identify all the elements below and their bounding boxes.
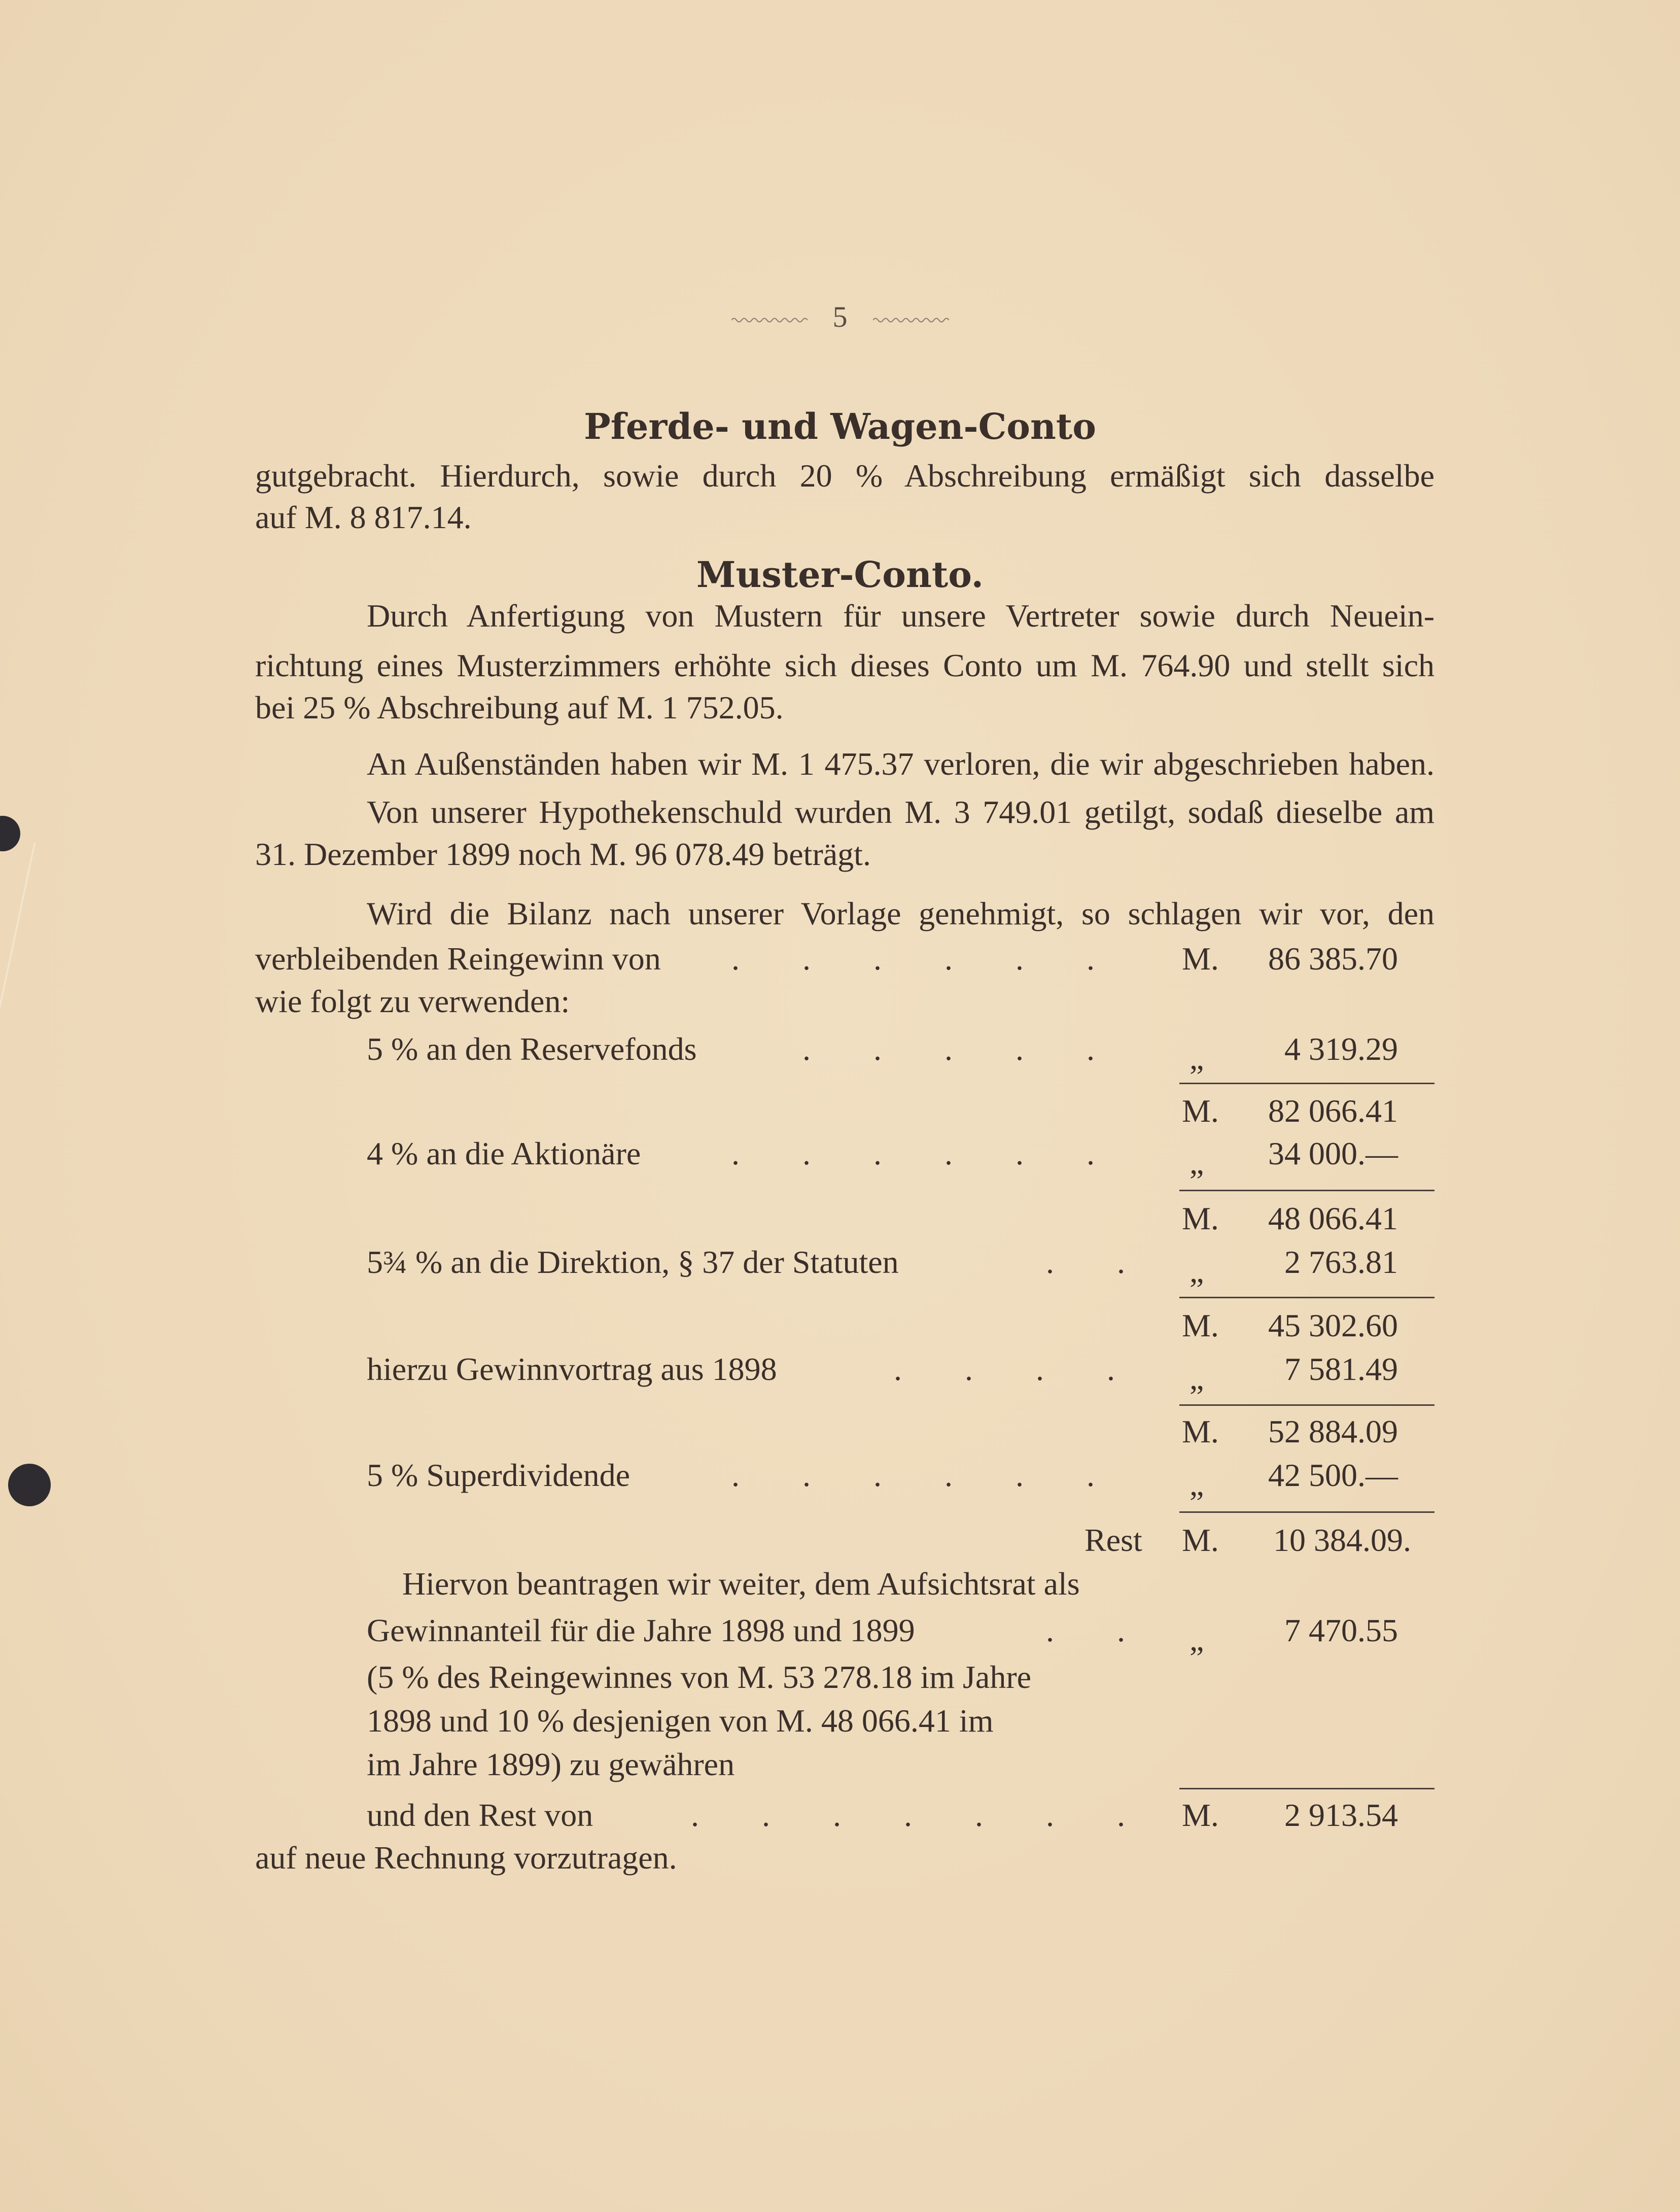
leader-dots: . . xyxy=(1046,1612,1125,1648)
sum-rule xyxy=(1179,1190,1434,1191)
currency-mark: M. xyxy=(1182,941,1219,977)
leader-dots: . . . . . . xyxy=(731,1457,1095,1493)
final-amount: 2 913.54 xyxy=(1284,1797,1398,1833)
row-label: 5 % Superdividende xyxy=(367,1457,630,1493)
aufsicht-amount: 7 470.55 xyxy=(1284,1612,1398,1648)
page-number xyxy=(0,302,1680,332)
ditto-mark: „ xyxy=(1189,1145,1204,1181)
row-subtotal: 52 884.09 xyxy=(1268,1413,1398,1449)
row-amount: 7 581.49 xyxy=(1284,1351,1398,1387)
leader-dots: . . xyxy=(1046,1244,1125,1280)
row-amount: 2 763.81 xyxy=(1284,1244,1398,1280)
page-number-text: 5 xyxy=(832,300,848,333)
leader-dots: . . . . xyxy=(894,1351,1115,1387)
leader-dots: . . . . . . xyxy=(731,941,1095,977)
currency-mark: M. xyxy=(1182,1522,1219,1558)
currency-mark: M. xyxy=(1182,1093,1219,1129)
distribution-follow-label: wie folgt zu verwenden: xyxy=(255,983,570,1019)
row-subtotal: 82 066.41 xyxy=(1268,1093,1398,1129)
currency-mark: M. xyxy=(1182,1200,1219,1236)
sum-rule xyxy=(1179,1297,1434,1298)
aufsicht-line: 1898 und 10 % desjenigen von M. 48 066.41 im xyxy=(367,1703,994,1739)
distribution-intro-label: verbleibenden Reingewinn von xyxy=(255,941,661,977)
amount-reingewinn: 86 385.70 xyxy=(1268,941,1398,977)
body-line: gutgebracht. Hierdurch, sowie durch 20 % Abschreibung ermäßigt sich dasselbe xyxy=(255,458,1434,494)
row-amount: 34 000.— xyxy=(1268,1135,1398,1171)
paragraph-hypothek-cont: 31. Dezember 1899 noch M. 96 078.49 beträgt. xyxy=(255,836,871,872)
aufsicht-line: (5 % des Reingewinnes von M. 53 278.18 im Jahre xyxy=(367,1659,1032,1695)
row-label: 4 % an die Aktionäre xyxy=(367,1135,641,1171)
wave-ornament-right-icon xyxy=(873,317,949,324)
sum-rule xyxy=(1179,1511,1434,1513)
section-heading-pferde: Pferde- und Wagen-Conto xyxy=(584,405,1096,447)
closing-line: auf neue Rechnung vorzutragen. xyxy=(255,1840,677,1876)
rest-amount: 10 384.09. xyxy=(1273,1522,1411,1558)
binder-hole-bottom xyxy=(8,1464,51,1506)
row-subtotal: 48 066.41 xyxy=(1268,1200,1398,1236)
body-line: Durch Anfertigung von Mustern für unsere Vertreter sowie durch Neuein- xyxy=(367,598,1434,634)
wave-ornament-left-icon xyxy=(731,317,808,324)
sum-rule xyxy=(1179,1083,1434,1084)
leader-dots: . . . . . . . xyxy=(691,1797,1125,1833)
row-label: 5 % an den Reservefonds xyxy=(367,1031,697,1067)
paragraph-bilanz: Wird die Bilanz nach unserer Vorlage genehmigt, so schlagen wir vor, den xyxy=(367,895,1434,931)
sum-rule xyxy=(1179,1404,1434,1406)
aufsicht-line: Gewinnanteil für die Jahre 1898 und 1899 xyxy=(367,1612,915,1648)
ditto-mark: „ xyxy=(1189,1621,1204,1657)
body-line: bei 25 % Abschreibung auf M. 1 752.05. xyxy=(255,689,784,725)
rest-label: Rest xyxy=(1084,1522,1142,1558)
currency-mark: M. xyxy=(1182,1797,1219,1833)
sum-rule xyxy=(1179,1788,1434,1789)
row-amount: 4 319.29 xyxy=(1284,1031,1398,1067)
section-heading-muster: Muster-Conto. xyxy=(696,554,984,596)
final-label: und den Rest von xyxy=(367,1797,593,1833)
body-line: richtung eines Musterzimmers erhöhte sich dieses Conto um M. 764.90 und stellt sich xyxy=(255,647,1434,683)
ditto-mark: „ xyxy=(1189,1253,1204,1289)
leader-dots: . . . . . xyxy=(802,1031,1095,1067)
row-amount: 42 500.— xyxy=(1268,1457,1398,1493)
row-label: 5¾ % an die Direktion, § 37 der Statuten xyxy=(367,1244,899,1280)
row-subtotal: 45 302.60 xyxy=(1268,1307,1398,1343)
aufsicht-line: Hiervon beantragen wir weiter, dem Aufsichtsrat als xyxy=(402,1566,1080,1602)
ditto-mark: „ xyxy=(1189,1360,1204,1396)
currency-mark: M. xyxy=(1182,1413,1219,1449)
aufsicht-line: im Jahre 1899) zu gewähren xyxy=(367,1746,735,1782)
row-label: hierzu Gewinnvortrag aus 1898 xyxy=(367,1351,777,1387)
ditto-mark: „ xyxy=(1189,1040,1204,1076)
paragraph-aussenstaende: An Außenständen haben wir M. 1 475.37 verloren, die wir abgeschrieben haben. xyxy=(367,746,1434,782)
currency-mark: M. xyxy=(1182,1307,1219,1343)
ditto-mark: „ xyxy=(1189,1466,1204,1502)
leader-dots: . . . . . . xyxy=(731,1135,1095,1171)
body-line: auf M. 8 817.14. xyxy=(255,499,472,535)
paragraph-hypothek: Von unserer Hypothekenschuld wurden M. 3 749.01 getilgt, sodaß dieselbe am xyxy=(367,794,1434,830)
